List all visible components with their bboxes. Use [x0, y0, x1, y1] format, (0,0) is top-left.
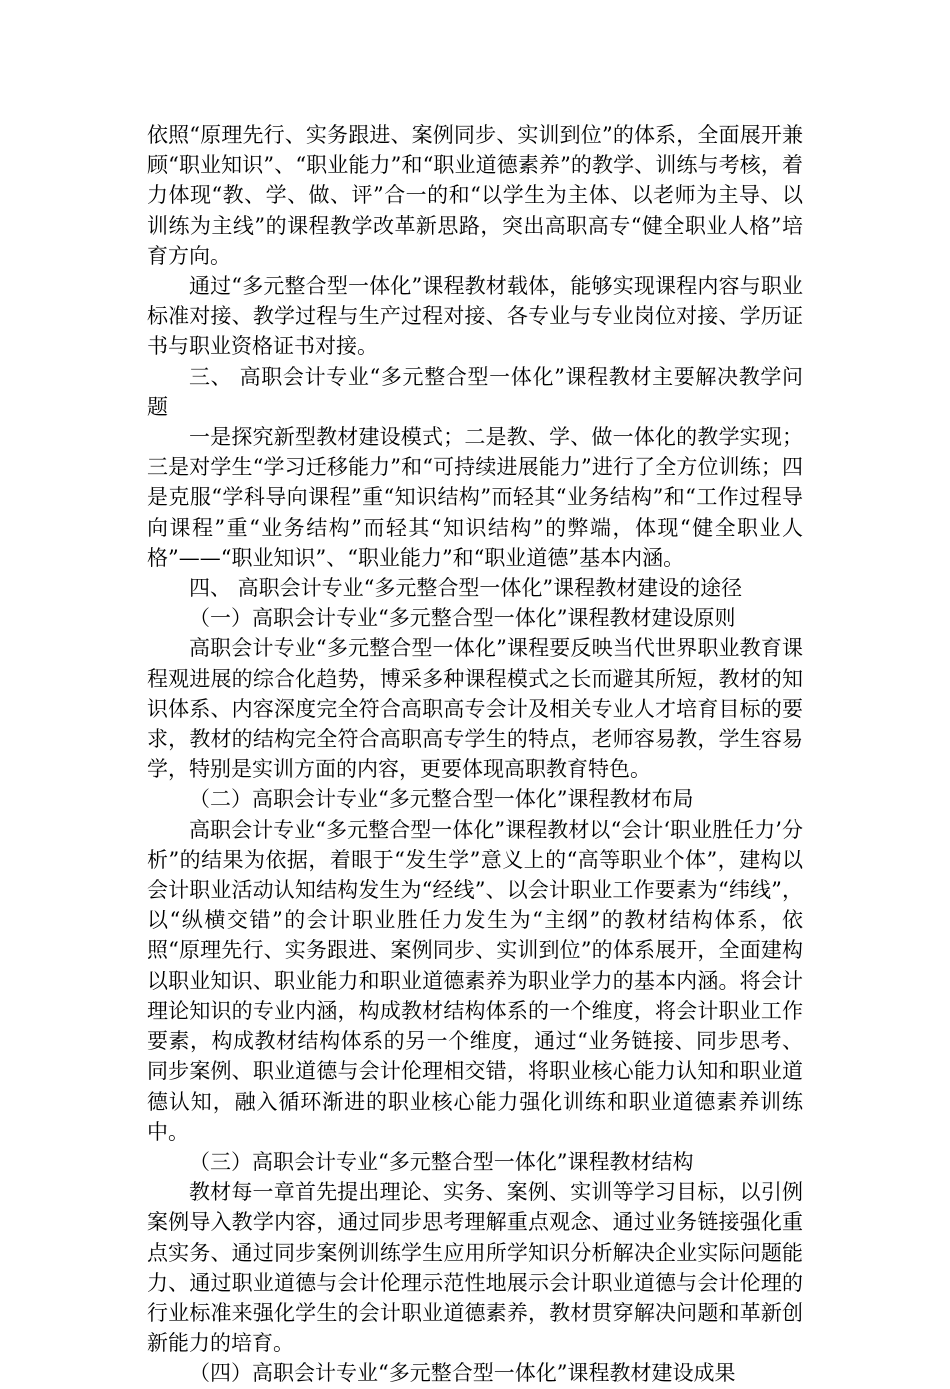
paragraph-principles: 高职会计专业“多元整合型一体化”课程要反映当代世界职业教育课程观进展的综合化趋势，博采多种课程模式之长而避其所短，教材的知识体系、内容深度完全符合高职高专会计及相关专业人才培育目标的要求，教材的结构完全符合高职高专学生的特点，老师容易教，学生容易学，特别是实训方面的内容，更要体现高职教育特色。 [147, 636, 803, 782]
subheading-structure: （三）高职会计专业“多元整合型一体化”课程教材结构 [189, 1149, 694, 1174]
subheading-principles: （一）高职会计专业“多元整合型一体化”课程教材建设原则 [189, 606, 736, 631]
paragraph-structure: 教材每一章首先提出理论、实务、案例、实训等学习目标，以引例案例导入教学内容，通过同步思考理解重点观念、通过业务链接强化重点实务、通过同步案例训练学生应用所学知识分析解决企业实际问题能力、通过职业道德与会计伦理示范性地展示会计职业道德与会计伦理的行业标准来强化学生的会计职业道德素养，教材贯穿解决问题和革新创新能力的培育。 [147, 1180, 803, 1356]
document-body [147, 120, 803, 1389]
paragraph-problems-solved: 一是探究新型教材建设模式；二是教、学、做一体化的教学实现；三是对学生“学习迁移能力”和“可持续进展能力”进行了全方位训练；四是克服“学科导向课程”重“知识结构”而轻其“业务结构”和“工作过程导向课程”重“业务结构”而轻其“知识结构”的弊端，体现“健全职业人格”——“职业知识”、“职业能力”和“职业道德”基本内涵。 [147, 425, 803, 570]
paragraph-layout: 高职会计专业“多元整合型一体化”课程教材以“会计‘职业胜任力’分析”的结果为依据，着眼于“发生学”意义上的“高等职业个体”，建构以会计职业活动认知结构发生为“经线”、以会计职业工作要素为“纬线”，以“纵横交错”的会计职业胜任力发生为“主纲”的教材结构体系，依照“原理先行、实务跟进、案例同步、实训到位”的体系展开，全面建构以职业知识、职业能力和职业道德素养为职业学力的基本内涵。将会计理论知识的专业内涵，构成教材结构体系的一个维度，将会计职业工作要素，构成教材结构体系的另一个维度，通过“业务链接、同步思考、同步案例、职业道德与会计伦理相交错，将职业核心能力认知和职业道德认知，融入循环渐进的职业核心能力强化训练和职业道德素养训练中。 [147, 817, 803, 1144]
paragraph-intro-continuation: 依照“原理先行、实务跟进、案例同步、实训到位”的体系，全面展开兼顾“职业知识”、“职业能力”和“职业道德素养”的教学、训练与考核，着力体现“教、学、做、评”合一的和“以学生为主体、以老师为主导、以训练为主线”的课程教学改革新思路，突出高职高专“健全职业人格”培育方向。 [147, 123, 803, 268]
subheading-results: （四）高职会计专业“多元整合型一体化”课程教材建设成果 [189, 1361, 736, 1386]
paragraph-carrier: 通过“多元整合型一体化”课程教材载体，能够实现课程内容与职业标准对接、教学过程与生产过程对接、各专业与专业岗位对接、学历证书与职业资格证书对接。 [147, 274, 803, 359]
heading-section-three: 三、 高职会计专业“多元整合型一体化”课程教材主要解决教学问题 [147, 364, 803, 419]
subheading-layout: （二）高职会计专业“多元整合型一体化”课程教材布局 [189, 787, 694, 812]
heading-section-four: 四、 高职会计专业“多元整合型一体化”课程教材建设的途径 [189, 576, 743, 601]
